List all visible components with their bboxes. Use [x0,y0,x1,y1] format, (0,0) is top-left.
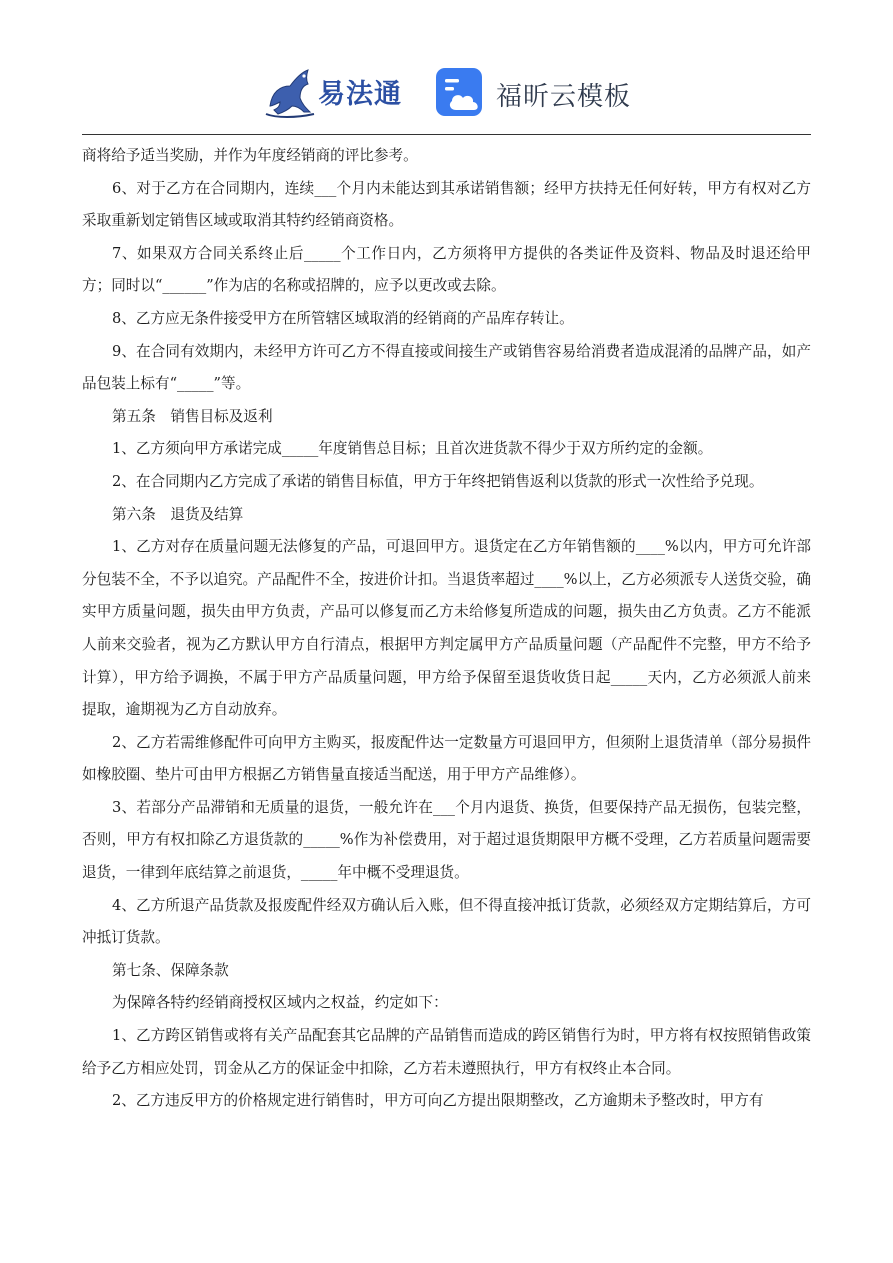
page-header [0,58,893,128]
brand-yifatong-text: 易法通 [318,79,402,110]
paragraph: 4、乙方所退产品货款及报废配件经双方确认后入账，但不得直接冲抵订货款，必须经双方定期结算后，方可冲抵订货款。 [82,896,811,947]
brand-logo-yifatong [262,62,412,120]
header-divider [82,134,811,135]
paragraph: 2、在合同期内乙方完成了承诺的销售目标值，甲方于年终把销售返利以货款的形式一次性给予兑现。 [112,472,764,490]
brand-logo-foxit [434,64,644,120]
paragraph: 8、乙方应无条件接受甲方在所管辖区域取消的经销商的产品库存转让。 [112,309,574,327]
brand-foxit-text: 福昕云模板 [496,82,632,112]
paragraph: 1、乙方跨区销售或将有关产品配套其它品牌的产品销售而造成的跨区销售行为时，甲方将有权按照销售政策给予乙方相应处罚，罚金从乙方的保证金中扣除，乙方若未遵照执行，甲方有权终止本合同。 [82,1027,811,1077]
section-heading: 第六条 退货及结算 [112,505,244,523]
paragraph: 2、乙方若需维修配件可向甲方主购买，报废配件达一定数量方可退回甲方，但须附上退货清单（部分易损件如橡胶圈、垫片可由甲方根据乙方销售量直接适当配送，用于甲方产品维修）。 [82,733,811,784]
document-body [82,140,811,1118]
paragraph: 9、在合同有效期内，未经甲方许可乙方不得直接或间接生产或销售容易给消费者造成混淆的品牌产品，如产品包装上标有“_____”等。 [82,342,811,393]
horse-logo-icon [262,62,318,120]
section-heading: 第七条、保障条款 [112,961,229,979]
paragraph: 商将给予适当奖励，并作为年度经销商的评比参考。 [82,147,418,164]
cloud-doc-icon [434,66,486,118]
section-heading: 第五条 销售目标及返利 [112,407,273,425]
paragraph: 3、若部分产品滞销和无质量的退货，一般允许在___个月内退货、换货，但要保持产品无损伤，包装完整，否则，甲方有权扣除乙方退货款的_____%作为补偿费用，对于超过退货期限甲方概不受理，乙方若质量问题需要退货，一律到年底结算之前退货，_____年中概不受理退货。 [82,798,811,882]
paragraph: 2、乙方违反甲方的价格规定进行销售时，甲方可向乙方提出限期整改，乙方逾期未予整改时，甲方有 [112,1092,764,1110]
paragraph: 7、如果双方合同关系终止后_____个工作日内，乙方须将甲方提供的各类证件及资料、物品及时退还给甲方；同时以“______”作为店的名称或招牌的，应予以更改或去除。 [82,244,811,295]
paragraph: 为保障各特约经销商授权区域内之权益，约定如下： [112,994,448,1012]
paragraph: 1、乙方对存在质量问题无法修复的产品，可退回甲方。退货定在乙方年销售额的____%以内，甲方可允许部分包装不全，不予以追究。产品配件不全，按进价计扣。当退货率超过____%以上，乙方必须派专人送货交验，确实甲方质量问题，损失由甲方负责，产品可以修复而乙方未给修复所造成的问题，损失由乙方负责。乙方不能派人前来交验者，视为乙方默认甲方自行清点，根据甲方判定属甲方产品质量问题（产品配件不完整，甲方不给予计算），甲方给予调换，不属于甲方产品质量问题，甲方给予保留至退货收货日起_____天内，乙方必须派人前来提取，逾期视为乙方自动放弃。 [82,538,811,719]
paragraph: 6、对于乙方在合同期内，连续___个月内未能达到其承诺销售额；经甲方扶持无任何好转，甲方有权对乙方采取重新划定销售区域或取消其特约经销商资格。 [82,179,811,230]
paragraph: 1、乙方须向甲方承诺完成_____年度销售总目标；且首次进货款不得少于双方所约定的金额。 [112,440,713,458]
